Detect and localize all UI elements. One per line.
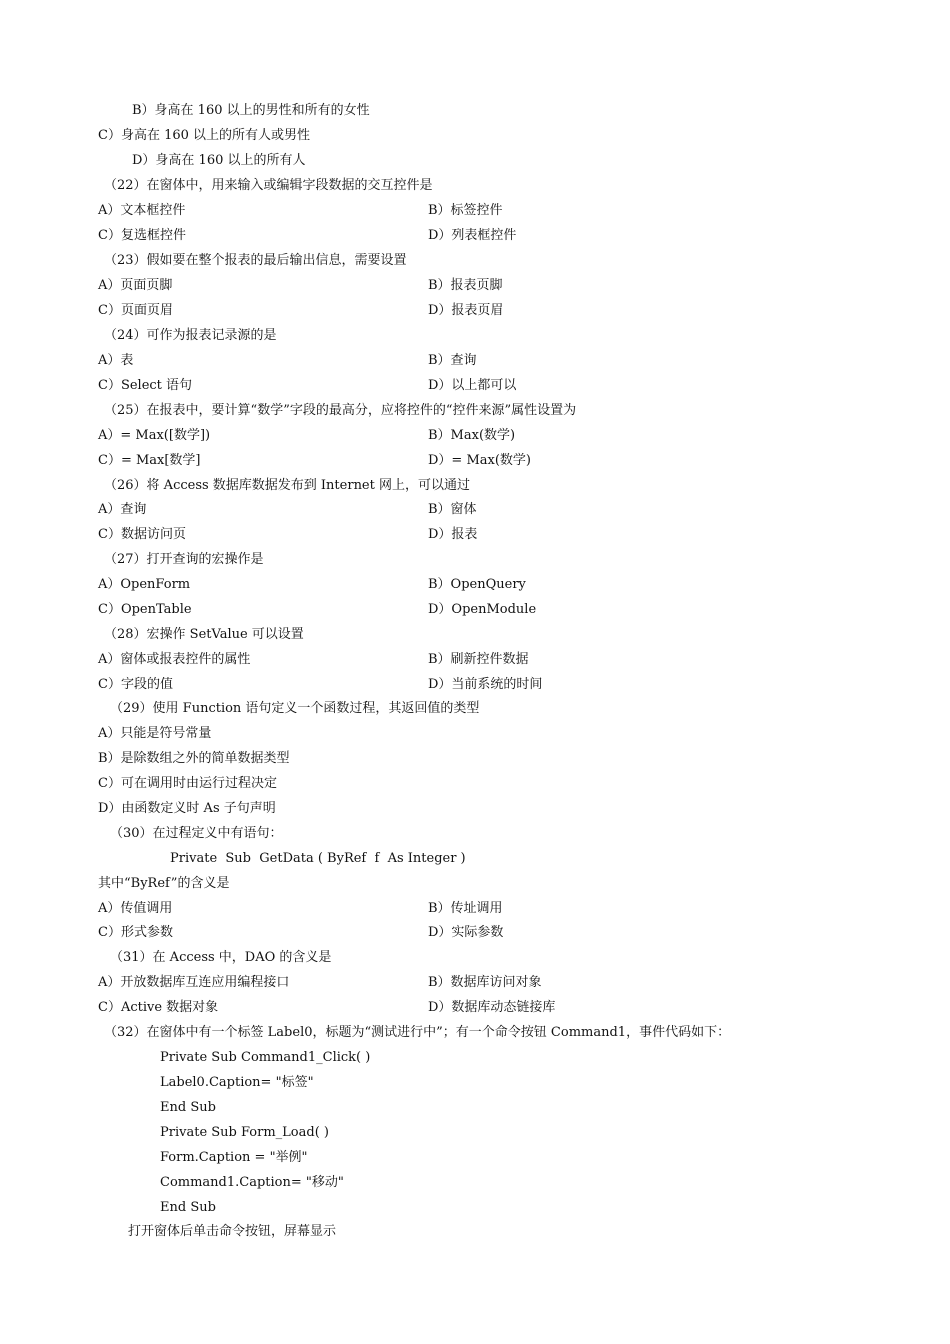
option-a: A）传值调用	[98, 901, 173, 916]
options-row	[98, 376, 858, 396]
option-b-q21: B）身高在 160 以上的男性和所有的女性	[132, 103, 370, 118]
options-row	[98, 923, 858, 943]
option-b: B）传址调用	[428, 901, 503, 916]
question-30: （30）在过程定义中有语句：	[110, 826, 283, 841]
option-d: D）报表页眉	[428, 303, 504, 318]
code-line: Private Sub Form_Load( )	[160, 1125, 329, 1140]
option-d: D）以上都可以	[428, 378, 517, 393]
question-23: （23）假如要在整个报表的最后输出信息，需要设置	[104, 253, 407, 268]
option-a: A）OpenForm	[98, 577, 191, 592]
option-b: B）标签控件	[428, 203, 503, 218]
option-c-q21: C）身高在 160 以上的所有人或男性	[98, 128, 311, 143]
options-row	[98, 451, 858, 471]
option-b: B）OpenQuery	[428, 577, 526, 592]
option-b: B）刷新控件数据	[428, 652, 529, 667]
option-b: B）窗体	[428, 502, 477, 517]
option-d: D）OpenModule	[428, 602, 537, 617]
option-b: B）是除数组之外的简单数据类型	[98, 751, 290, 766]
options-row	[98, 899, 858, 919]
question-25: （25）在报表中，要计算“数学”字段的最高分，应将控件的“控件来源”属性设置为	[104, 403, 577, 418]
options-row	[98, 226, 858, 246]
options-row	[98, 525, 858, 545]
option-c: C）= Max[数学]	[98, 453, 201, 468]
option-a: A）= Max([数学])	[98, 428, 211, 443]
option-a: A）表	[98, 353, 134, 368]
options-row	[98, 276, 858, 296]
options-row	[98, 500, 858, 520]
option-c: C）形式参数	[98, 925, 173, 940]
question-31: （31）在 Access 中，DAO 的含义是	[110, 950, 332, 965]
options-row	[98, 675, 858, 695]
question-30-note: 其中“ByRef”的含义是	[98, 876, 230, 891]
options-row	[98, 351, 858, 371]
option-b: B）数据库访问对象	[428, 975, 542, 990]
option-c: C）数据访问页	[98, 527, 186, 542]
option-c: C）复选框控件	[98, 228, 186, 243]
option-d: D）报表	[428, 527, 478, 542]
option-c: C）可在调用时由运行过程决定	[98, 776, 277, 791]
question-32-prompt: 打开窗体后单击命令按钮，屏幕显示	[128, 1224, 337, 1239]
code-line: Form.Caption = "举例"	[160, 1150, 308, 1165]
option-d: D）= Max(数学)	[428, 453, 531, 468]
question-26: （26）将 Access 数据库数据发布到 Internet 网上，可以通过	[104, 478, 470, 493]
option-d: D）当前系统的时间	[428, 677, 543, 692]
code-line: Label0.Caption= "标签"	[160, 1075, 314, 1090]
options-row	[98, 301, 858, 321]
option-d: D）数据库动态链接库	[428, 1000, 556, 1015]
option-a: A）查询	[98, 502, 147, 517]
question-32: （32）在窗体中有一个标签 Label0，标题为“测试进行中”；有一个命令按钮 Command1，事件代码如下：	[104, 1025, 731, 1040]
option-d: D）由函数定义时 As 子句声明	[98, 801, 276, 816]
question-28: （28）宏操作 SetValue 可以设置	[104, 627, 304, 642]
option-c: C）OpenTable	[98, 602, 192, 617]
option-c: C）页面页眉	[98, 303, 173, 318]
option-b: B）报表页脚	[428, 278, 503, 293]
question-27: （27）打开查询的宏操作是	[104, 552, 264, 567]
code-line: End Sub	[160, 1200, 216, 1215]
options-row	[98, 201, 858, 221]
options-row	[98, 426, 858, 446]
option-d: D）实际参数	[428, 925, 504, 940]
option-b: B）Max(数学)	[428, 428, 516, 443]
options-row	[98, 650, 858, 670]
option-d-q21: D）身高在 160 以上的所有人	[132, 153, 306, 168]
option-a: A）开放数据库互连应用编程接口	[98, 975, 290, 990]
option-a: A）只能是符号常量	[98, 726, 212, 741]
question-22: （22）在窗体中，用来输入或编辑字段数据的交互控件是	[104, 178, 433, 193]
option-c: C）Active 数据对象	[98, 1000, 219, 1015]
options-row	[98, 998, 858, 1018]
code-line: Private Sub GetData ( ByRef f As Integer )	[170, 851, 466, 866]
code-line: End Sub	[160, 1100, 216, 1115]
option-c: C）字段的值	[98, 677, 173, 692]
code-line: Command1.Caption= "移动"	[160, 1175, 344, 1190]
question-29: （29）使用 Function 语句定义一个函数过程，其返回值的类型	[110, 701, 480, 716]
options-row	[98, 575, 858, 595]
options-row	[98, 600, 858, 620]
option-c: C）Select 语句	[98, 378, 193, 393]
option-a: A）窗体或报表控件的属性	[98, 652, 251, 667]
question-24: （24）可作为报表记录源的是	[104, 328, 277, 343]
code-line: Private Sub Command1_Click( )	[160, 1050, 371, 1065]
options-row	[98, 973, 858, 993]
option-d: D）列表框控件	[428, 228, 517, 243]
option-a: A）页面页脚	[98, 278, 173, 293]
option-b: B）查询	[428, 353, 477, 368]
option-a: A）文本框控件	[98, 203, 186, 218]
